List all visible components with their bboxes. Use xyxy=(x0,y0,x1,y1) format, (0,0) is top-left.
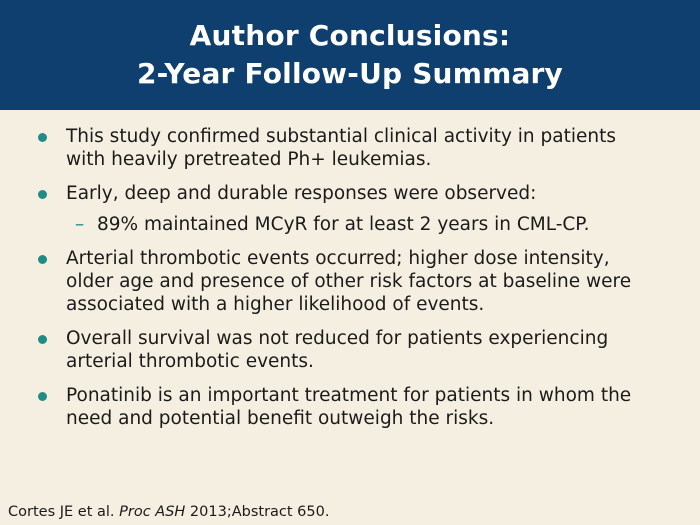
bullet-dot-icon xyxy=(38,255,47,264)
bullet-text: Arterial thrombotic events occurred; higher dose intensity, older age and presence of other risk factors at baseline were associated with a higher likelihood of events. xyxy=(66,248,632,315)
bullet-item xyxy=(0,247,700,316)
slide-title-line-1: Author Conclusions: xyxy=(189,19,511,52)
bullet-item xyxy=(0,125,700,171)
bullet-dot-icon xyxy=(38,392,47,401)
bullet-item xyxy=(0,384,700,430)
bullet-text: Ponatinib is an important treatment for patients in whom the need and potential benefit outweigh the risks. xyxy=(66,385,632,429)
dash-icon: – xyxy=(75,214,85,235)
bullet-item xyxy=(0,182,700,205)
bullet-dot-icon xyxy=(38,335,47,344)
citation-authors: Cortes JE et al. xyxy=(8,504,115,520)
slide-title-line-2: 2-Year Follow-Up Summary xyxy=(136,57,564,90)
bullet-text: This study confirmed substantial clinical activity in patients with heavily pretreated Ph+ leukemias. xyxy=(66,126,616,170)
sub-bullet-text: 89% maintained MCyR for at least 2 years in CML-CP. xyxy=(97,214,590,235)
bullet-text: Overall survival was not reduced for patients experiencing arterial thrombotic events. xyxy=(66,328,609,372)
citation-details: 2013;Abstract 650. xyxy=(189,504,330,520)
sub-bullet-item xyxy=(0,213,700,236)
bullet-list xyxy=(0,125,700,441)
bullet-dot-icon xyxy=(38,133,47,142)
bullet-text: Early, deep and durable responses were observed: xyxy=(66,183,537,204)
title-banner xyxy=(0,0,700,110)
bullet-item xyxy=(0,327,700,373)
citation-journal: Proc ASH xyxy=(119,504,186,520)
bullet-dot-icon xyxy=(38,190,47,199)
citation xyxy=(8,503,329,521)
